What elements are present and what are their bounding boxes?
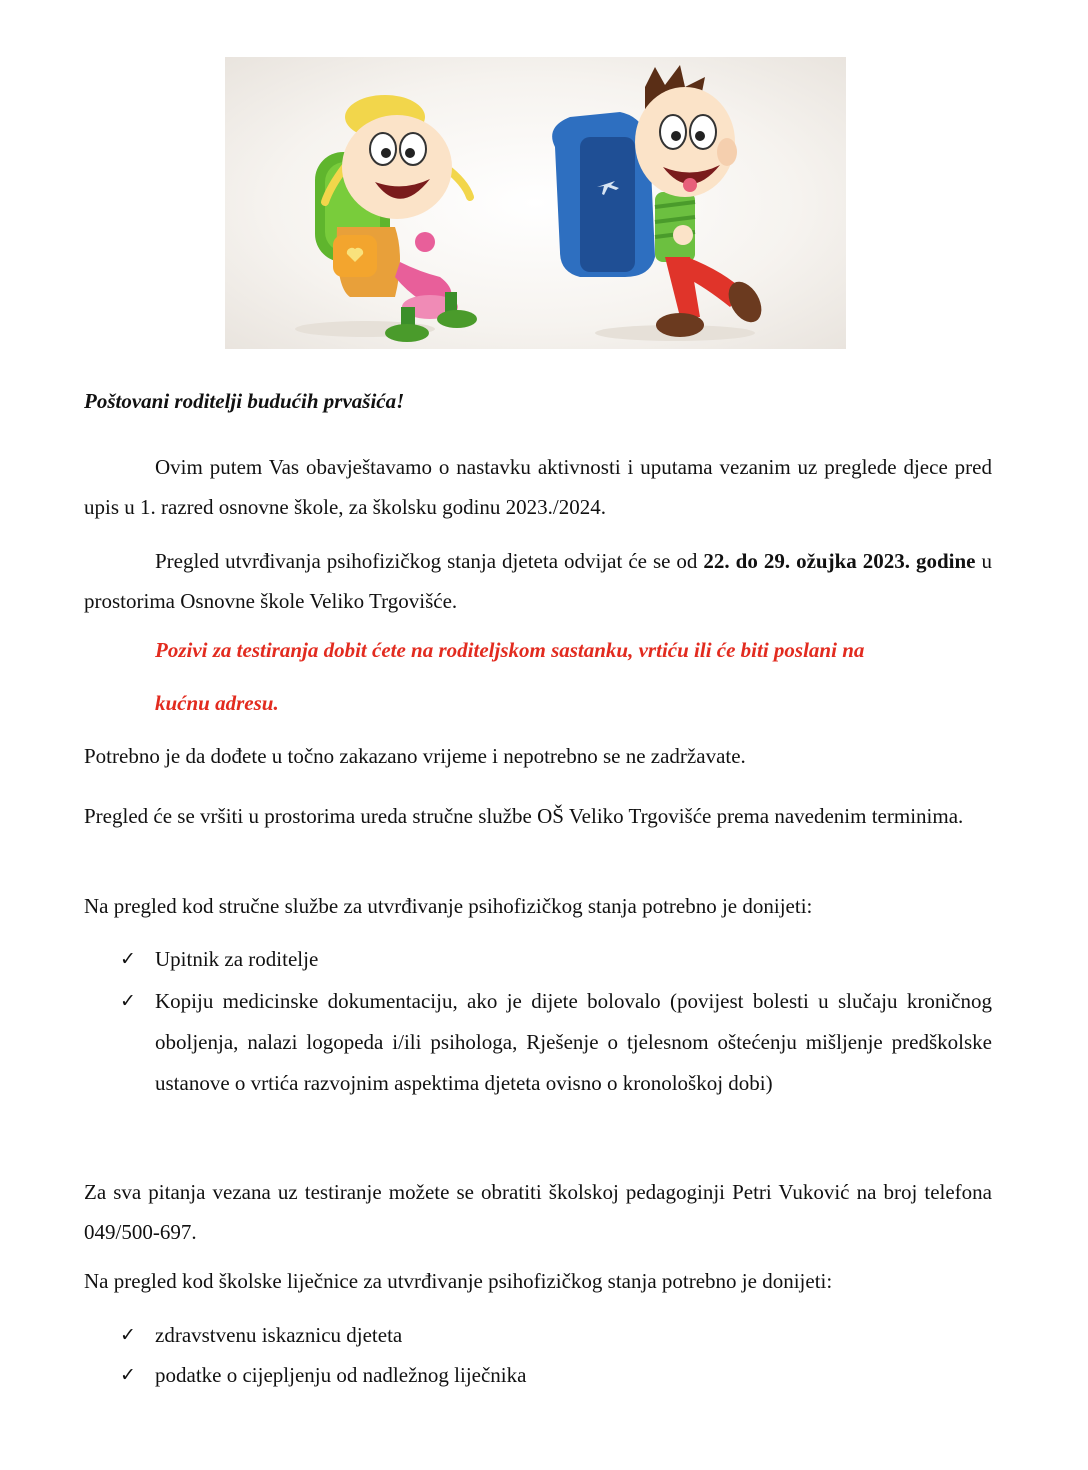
greeting-heading: Poštovani roditelji budućih prvašića! xyxy=(84,389,405,413)
checkmark-icon: ✓ xyxy=(120,948,136,970)
service-intro: Na pregled kod stručne službe za utvrđivanje psihofizičkog stanja potrebno je donijeti: xyxy=(84,894,813,918)
schoolchildren-illustration xyxy=(225,57,846,349)
punctuality-paragraph: Potrebno je da dođete u točno zakazano vrijeme i nepotrebno se ne zadržavate. xyxy=(84,744,746,768)
checkmark-icon: ✓ xyxy=(120,990,136,1012)
location-paragraph: Pregled će se vršiti u prostorima ureda stručne službe OŠ Veliko Trgovišće prema navedenim terminima. xyxy=(84,804,964,828)
boy-figure xyxy=(552,65,768,341)
list-item xyxy=(84,1315,992,1355)
schedule-paragraph xyxy=(84,541,992,621)
two-cartoon-schoolchildren-with-backpacks-icon xyxy=(225,57,846,349)
doctor-checklist xyxy=(84,1315,992,1395)
list-item xyxy=(84,939,992,979)
girl-figure xyxy=(295,95,477,342)
invites-line-1: Pozivi za testiranja dobit ćete na roditeljskom sastanku, vrtiću ili će biti poslani na xyxy=(155,638,865,662)
intro-paragraph: Ovim putem Vas obavještavamo o nastavku aktivnosti i uputama vezanim uz preglede djece pred upis u 1. razred osnovne škole, za školsku godinu 2023./2024. xyxy=(84,455,992,519)
checkmark-icon: ✓ xyxy=(120,1364,136,1386)
contact-paragraph: Za sva pitanja vezana uz testiranje možete se obratiti školskoj pedagoginji Petri Vuković na broj telefona 049/500-697. xyxy=(84,1180,992,1244)
checkmark-icon: ✓ xyxy=(120,1324,136,1346)
invites-line-2: kućnu adresu. xyxy=(155,691,279,715)
list-item xyxy=(84,981,992,1104)
list-item-text: podatke o cijepljenju od nadležnog liječnika xyxy=(155,1363,527,1387)
schedule-dates: 22. do 29. ožujka 2023. godine xyxy=(703,549,976,573)
schedule-text-after: u prostorima Osnovne škole Veliko Trgovišće. xyxy=(84,549,992,613)
doctor-intro: Na pregled kod školske liječnice za utvrđivanje psihofizičkog stanja potrebno je donijeti: xyxy=(84,1269,833,1293)
list-item xyxy=(84,1355,992,1395)
list-item-text: Upitnik za roditelje xyxy=(155,947,319,971)
list-item-text: zdravstvenu iskaznicu djeteta xyxy=(155,1323,403,1347)
schedule-text-before: Pregled utvrđivanja psihofizičkog stanja djeteta odvijat će se od xyxy=(155,549,704,573)
service-checklist xyxy=(84,939,992,1104)
list-item-text: Kopiju medicinske dokumentaciju, ako je dijete bolovalo (povijest bolesti u slučaju kroničnog oboljenja, nalazi logopeda i/ili psihologa, Rješenje o tjelesnom oštećenju mišljenje predškolske ustanove o vrtića razvojnim aspektima djeteta ovisno o kronološkoj dobi) xyxy=(155,989,992,1095)
